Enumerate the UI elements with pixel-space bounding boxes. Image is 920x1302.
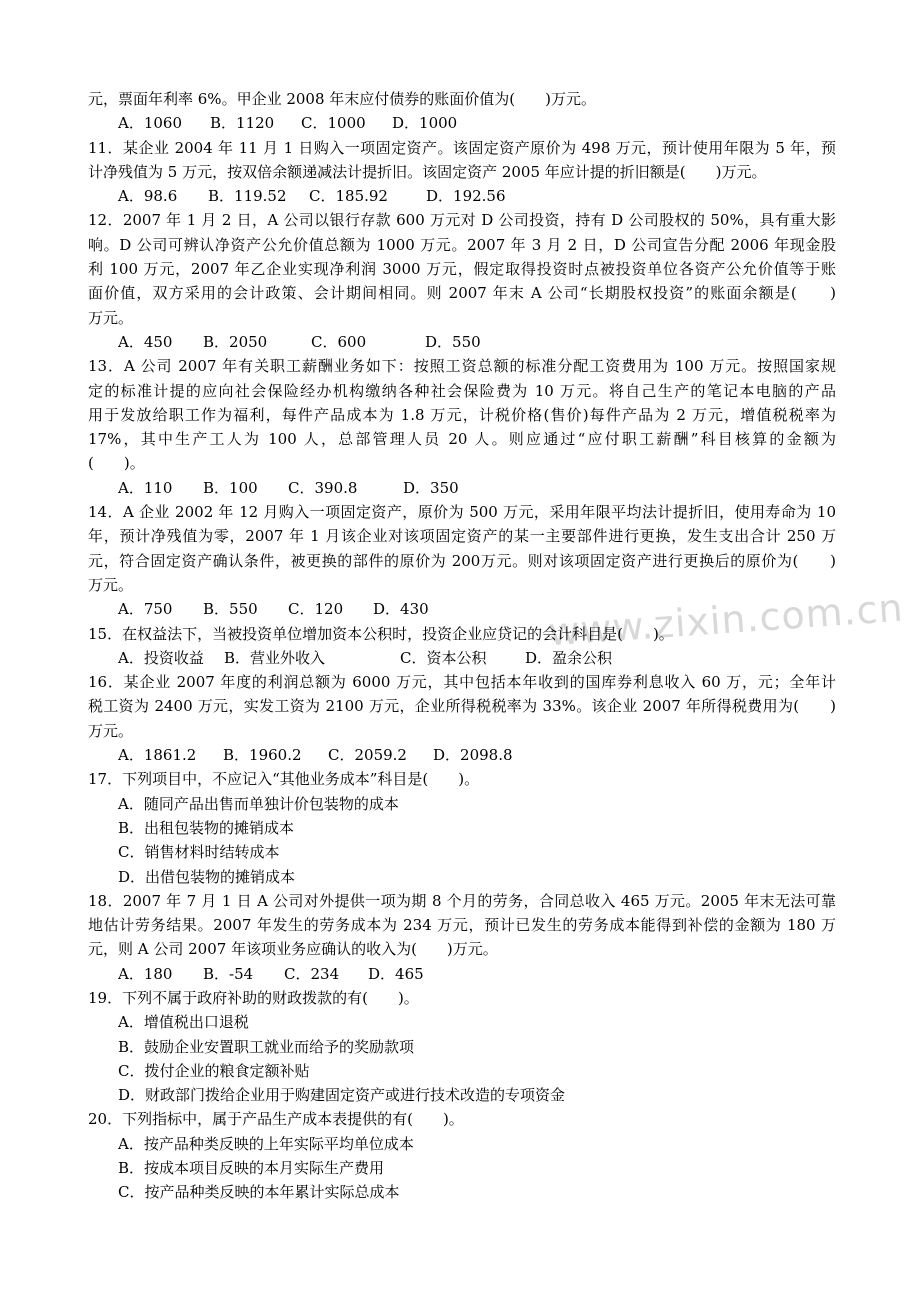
question-list — [88, 87, 836, 1205]
answer-options-row — [88, 476, 836, 500]
answer-option: B．营业外收入 — [224, 648, 326, 667]
answer-option: B．550 — [203, 600, 258, 619]
question-text-line: 14．A 企业 2002 年 12 月购入一项固定资产，原价为 500 万元，采用年限平均法计提折旧，使用寿命为 10 — [88, 503, 836, 522]
watermark: www.zixin.com.cn — [546, 585, 905, 655]
question-text-line: 18．2007 年 7 月 1 日 A 公司对外提供一项为期 8 个月的劳务，合同总收入 465 万元。2005 年末无法可靠 — [88, 891, 836, 910]
answer-option: C．拨付企业的粮食定额补贴 — [118, 1061, 310, 1080]
question-text-line: 计净残值为 5 万元，按双倍余额递减法计提折旧。该固定资产 2005 年应计提的折旧额是( )万元。 — [88, 162, 767, 181]
answer-option: C．销售材料时结转成本 — [118, 843, 280, 862]
answer-option: D．465 — [368, 964, 424, 983]
question-text-line: 17．下列项目中，不应记入“其他业务成本”科目是( )。 — [88, 770, 480, 789]
answer-option: B．2050 — [203, 332, 268, 351]
question-text-line: 利 100 万元，2007 年乙企业实现净利润 3000 万元，假定取得投资时点被投资单位各资产公允价值等于账 — [88, 260, 836, 279]
answer-options-row — [88, 646, 836, 670]
question-text-line: 万元。 — [88, 575, 134, 594]
answer-option: B．-54 — [203, 964, 254, 983]
question-text-line: 15．在权益法下，当被投资单位增加资本公积时，投资企业应贷记的会计科目是( )。 — [88, 624, 674, 643]
answer-options-row — [88, 111, 836, 135]
answer-option: A．投资收益 — [118, 648, 204, 667]
question-text-line: 11．某企业 2004 年 11 月 1 日购入一项固定资产。该固定资产原价为 498 万元，预计使用年限为 5 年，预 — [88, 138, 836, 157]
answer-option: A．随同产品出售而单独计价包装物的成本 — [118, 794, 399, 813]
answer-option: D．1000 — [392, 114, 458, 133]
question-text-line: 19．下列不属于政府补助的财政拨款的有( )。 — [88, 988, 419, 1007]
answer-option: C．按产品种类反映的本年累计实际总成本 — [118, 1183, 400, 1202]
answer-option: C．资本公积 — [400, 648, 487, 667]
question-text-line: 地估计劳务结果。2007 年发生的劳务成本为 234 万元，预计已发生的劳务成本能得到补偿的金额为 180 万 — [88, 916, 836, 935]
question-text-line: 面价值，双方采用的会计政策、会计期间相同。则 2007 年末 A 公司“长期股权投资”的账面余额是( ) — [88, 284, 836, 303]
answer-option: A．180 — [118, 964, 173, 983]
question-text-line: 16．某企业 2007 年度的利润总额为 6000 万元，其中包括本年收到的国库券利息收入 60 万，元；全年计 — [88, 673, 836, 692]
answer-option: B．按成本项目反映的本月实际生产费用 — [118, 1159, 385, 1178]
answer-option: A．增值税出口退税 — [118, 1013, 249, 1032]
question-text-line: 元，则 A 公司 2007 年该项业务应确认的收入为( )万元。 — [88, 940, 498, 959]
answer-option: B．鼓励企业安置职工就业而给予的奖励款项 — [118, 1037, 415, 1056]
question-text-line: 20．下列指标中，属于产品生产成本表提供的有( )。 — [88, 1110, 464, 1129]
answer-option: D．430 — [373, 600, 429, 619]
question-text-line: 税工资为 2400 万元，实发工资为 2100 万元，企业所得税税率为 33%。该企业 2007 年所得税费用为( ) — [88, 697, 836, 716]
answer-option: B．1120 — [210, 114, 275, 133]
answer-options-row — [88, 743, 836, 767]
question-text-line: 万元。 — [88, 308, 134, 327]
answer-option: C．1000 — [301, 114, 366, 133]
answer-option: A．1861.2 — [118, 746, 197, 765]
answer-options-row — [88, 330, 836, 354]
question-text-line: 13．A 公司 2007 年有关职工薪酬业务如下：按照工资总额的标准分配工资费用为 100 万元。按照国家规 — [88, 357, 836, 376]
answer-option: B．1960.2 — [223, 746, 302, 765]
question-text-line: 年，预计净残值为零，2007 年 1 月该企业对该项固定资产的某一主要部件进行更换，发生支出合计 250 万 — [88, 527, 836, 546]
question-text-line: 12．2007 年 1 月 2 日，A 公司以银行存款 600 万元对 D 公司投资，持有 D 公司股权的 50%，具有重大影 — [88, 211, 836, 230]
question-text-line: 17%，其中生产工人为 100 人，总部管理人员 20 人。则应通过“应付职工薪酬”科目核算的金额为 — [88, 430, 836, 449]
answer-option: C．120 — [288, 600, 344, 619]
answer-option: C．600 — [311, 332, 367, 351]
answer-option: A．750 — [118, 600, 173, 619]
answer-option: B．119.52 — [208, 187, 287, 206]
answer-option: C．2059.2 — [328, 746, 407, 765]
answer-option: B．100 — [203, 478, 258, 497]
question-text-line: 定的标准计提的应向社会保险经办机构缴纳各种社会保险费为 10 万元。将自己生产的笔记本电脑的产品 — [88, 381, 836, 400]
answer-option: D．盈余公积 — [525, 648, 613, 667]
question-text-line: 元，票面年利率 6%。甲企业 2008 年末应付债券的账面价值为( )万元。 — [88, 90, 596, 108]
question-text-line: 用于发放给职工作为福利，每件产品成本为 1.8 万元，计税价格(售价)每件产品为 2 万元，增值税税率为 — [88, 405, 836, 424]
answer-options-row — [88, 962, 836, 986]
question-text-line: 元，符合固定资产确认条件，被更换的部件的原价为 200万元。则对该项固定资产进行更换后的原价为( ) — [88, 551, 836, 570]
answer-option: A．1060 — [118, 114, 183, 133]
answer-option: D．财政部门拨给企业用于购建固定资产或进行技术改造的专项资金 — [118, 1086, 566, 1105]
answer-options-row — [88, 184, 836, 208]
question-text-line: 响。D 公司可辨认净资产公允价值总额为 1000 万元。2007 年 3 月 2 日，D 公司宣告分配 2006 年现金股 — [88, 235, 836, 254]
answer-option: A．110 — [118, 478, 173, 497]
answer-option: C．185.92 — [309, 187, 388, 206]
answer-option: D．192.56 — [426, 187, 506, 206]
question-text-line: 万元。 — [88, 721, 134, 740]
answer-option: A．98.6 — [118, 187, 178, 206]
answer-option: B．出租包装物的摊销成本 — [118, 818, 295, 837]
answer-option: D．550 — [425, 332, 481, 351]
answer-option: D．2098.8 — [433, 746, 513, 765]
question-text-line: ( )。 — [88, 454, 145, 473]
answer-option: A．按产品种类反映的上年实际平均单位成本 — [118, 1134, 414, 1153]
answer-option: D．350 — [403, 478, 459, 497]
answer-option: A．450 — [118, 332, 173, 351]
answer-option: C．234 — [284, 964, 340, 983]
answer-option: C．390.8 — [288, 478, 358, 497]
answer-option: D．出借包装物的摊销成本 — [118, 867, 296, 886]
answer-options-row — [88, 597, 836, 621]
